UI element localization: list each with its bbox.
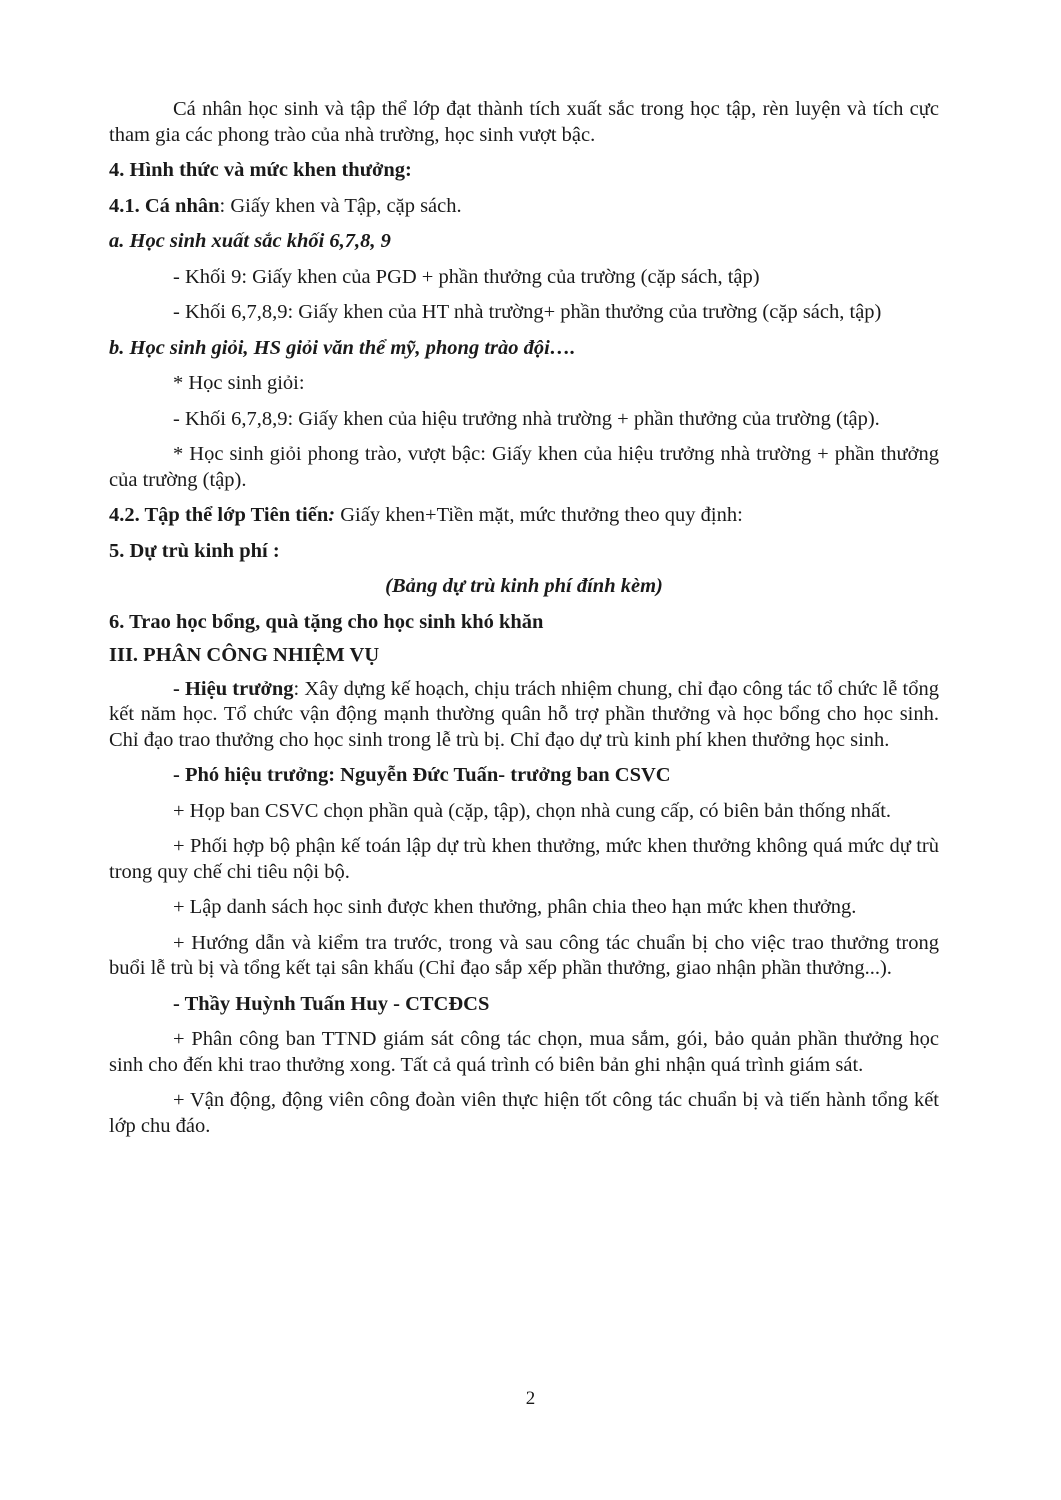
section-4-1-label: 4.1. Cá nhân — [109, 194, 220, 217]
heading-a: a. Học sinh xuất sắc khối 6,7,8, 9 — [109, 230, 391, 252]
section-4-2 — [109, 503, 939, 529]
heading-4: 4. Hình thức và mức khen thưởng: — [109, 159, 412, 181]
item-b3: * Học sinh giỏi phong trào, vượt bậc: Giấy khen của hiệu trưởng nhà trường + phần thưởng của trường (tập). — [109, 443, 939, 491]
principal-label: - Hiệu trưởng — [173, 677, 294, 700]
heading-iii: III. PHÂN CÔNG NHIỆM VỤ — [109, 644, 380, 666]
section-4-1 — [109, 194, 939, 220]
section-4-2-colon: : — [328, 504, 336, 526]
document-body — [109, 97, 939, 1139]
union-chair-task-2: + Vận động, động viên công đoàn viên thực hiện tốt công tác chuẩn bị và tiến hành tổng kết lớp chu đáo. — [109, 1089, 939, 1137]
heading-b: b. Học sinh giỏi, HS giỏi văn thể mỹ, phong trào đội…. — [109, 336, 576, 359]
vice-principal-task-2: + Phối hợp bộ phận kế toán lập dự trù khen thưởng, mức khen thưởng không quá mức dự trù trong quy chế chi tiêu nội bộ. — [109, 835, 939, 883]
item-a1: - Khối 9: Giấy khen của PGD + phần thưởng của trường (cặp sách, tập) — [173, 265, 760, 288]
intro-paragraph: Cá nhân học sinh và tập thể lớp đạt thành tích xuất sắc trong học tập, rèn luyện và tích cực tham gia các phong trào của nhà trường, học sinh vượt bậc. — [109, 98, 939, 146]
section-4-2-label: 4.2. Tập thể lớp Tiên tiến — [109, 504, 329, 526]
vice-principal-heading: - Phó hiệu trưởng: Nguyễn Đức Tuấn- trưởng ban CSVC — [173, 764, 671, 786]
section-4-1-text: : Giấy khen và Tập, cặp sách. — [219, 194, 462, 217]
budget-note: (Bảng dự trù kinh phí đính kèm) — [385, 575, 663, 597]
item-b2: - Khối 6,7,8,9: Giấy khen của hiệu trưởng nhà trường + phần thưởng của trường (tập). — [173, 407, 880, 430]
section-4-2-text: Giấy khen+Tiền mặt, mức thưởng theo quy định: — [335, 504, 743, 526]
principal-text: : Xây dựng kế hoạch, chịu trách nhiệm chung, chỉ đạo công tác tổ chức lễ tổng kết năm học. Tổ chức vận động mạnh thường quân hỗ trợ phần thưởng và học bổng cho học sinh. Chỉ đạo trao thưởng cho học sinh trong lễ trù bị. Chỉ đạo dự trù kinh phí khen thưởng học sinh. — [109, 677, 939, 751]
item-b1: * Học sinh giỏi: — [173, 372, 305, 394]
heading-6: 6. Trao học bổng, quà tặng cho học sinh khó khăn — [109, 610, 544, 633]
vice-principal-task-1: + Họp ban CSVC chọn phần quà (cặp, tập), chọn nhà cung cấp, có biên bản thống nhất. — [173, 799, 892, 822]
heading-5: 5. Dự trù kinh phí : — [109, 539, 280, 562]
page-number: 2 — [525, 1388, 536, 1409]
vice-principal-task-3: + Lập danh sách học sinh được khen thưởng, phân chia theo hạn mức khen thưởng. — [173, 896, 857, 918]
item-a2: - Khối 6,7,8,9: Giấy khen của HT nhà trường+ phần thưởng của trường (cặp sách, tập) — [173, 301, 882, 323]
vice-principal-task-4: + Hướng dẫn và kiểm tra trước, trong và sau công tác chuẩn bị cho việc trao thưởng trong buổi lễ trù bị và tổng kết tại sân khấu (Chỉ đạo sắp xếp phần thưởng, giao nhận phần thưởng...). — [109, 931, 939, 979]
principal-duties — [109, 677, 939, 754]
union-chair-heading: - Thầy Huỳnh Tuấn Huy - CTCĐCS — [173, 992, 490, 1015]
union-chair-task-1: + Phân công ban TTND giám sát công tác chọn, mua sắm, gói, bảo quản phần thưởng học sinh cho đến khi trao thưởng xong. Tất cả quá trình có biên bản ghi nhận quá trình giám sát. — [109, 1028, 939, 1076]
